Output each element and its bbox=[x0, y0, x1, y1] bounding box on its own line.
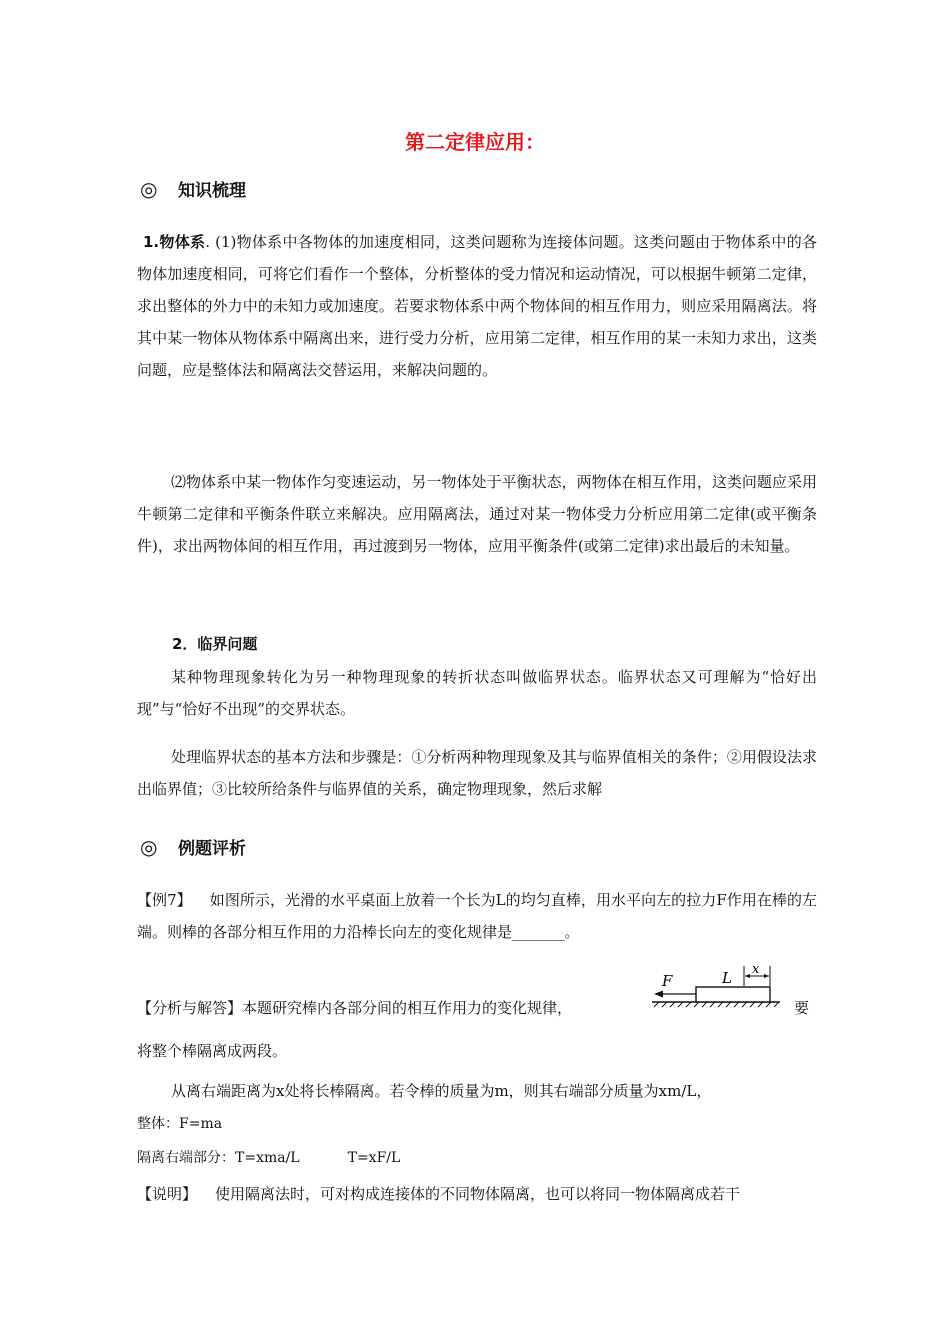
double-circle-icon: ◎ bbox=[140, 176, 158, 201]
note-text: 使用隔离法时，可对构成连接体的不同物体隔离，也可以将同一物体隔离成若干 bbox=[215, 1185, 741, 1203]
analysis-tail: 要 bbox=[794, 999, 810, 1017]
solution-whole: 整体：F=ma bbox=[137, 1116, 223, 1132]
paragraph-example bbox=[137, 884, 817, 948]
solution-line: 从离右端距离为x处将长棒隔离。若令棒的质量为m，则其右端部分质量为xm/L， bbox=[171, 1082, 712, 1100]
dimension-arrow-icon bbox=[745, 974, 750, 978]
analysis-line bbox=[137, 996, 572, 1020]
length-label: L bbox=[722, 969, 732, 987]
dimension-arrow-icon bbox=[764, 974, 769, 978]
section-knowledge bbox=[140, 176, 246, 201]
arrow-head-icon bbox=[654, 991, 663, 998]
paragraph-text: (1)物体系中各物体的加速度相同，这类问题称为连接体问题。这类问题由于物体系中的各物体加速度相同，可将它们看作一个整体，分析整体的受力情况和运动情况，可以根据牛顿第二定律，求出整体的外力中的未知力或加速度。若要求物体系中两个物体间的相互作用力，则应采用隔离法。将其中某一物体从物体系中隔离出来，进行受力分析，应用第二定律，相互作用的某一未知力求出，这类问题，应是整体法和隔离法交替运用，来解决问题的。 bbox=[137, 233, 817, 379]
section-heading: 知识梳理 bbox=[178, 181, 246, 201]
paragraph-item1-part2: ⑵物体系中某一物体作匀变速运动，另一物体处于平衡状态，两物体在相互作用，这类问题应采用牛顿第二定律和平衡条件联立来解决。应用隔离法，通过对某一物体受力分析应用第二定律(或平衡条件)，求出两物体间的相互作用，再过渡到另一物体，应用平衡条件(或第二定律)求出最后的未知量。 bbox=[137, 473, 817, 555]
double-circle-icon: ◎ bbox=[140, 834, 158, 859]
paragraph-item2-part2: 处理临界状态的基本方法和步骤是：①分析两种物理现象及其与临界值相关的条件；②用假设法求出临界值；③比较所给条件与临界值的关系，确定物理现象，然后求解 bbox=[137, 748, 817, 798]
paragraph-item1-part1: 1.物体系. (1)物体系中各物体的加速度相同，这类问题称为连接体问题。这类问题由于物体系中的各物体加速度相同，可将它们看作一个整体，分析整体的受力情况和运动情况，可以根据牛顿第二定律，求出整体的外力中的未知力或加速度。若要求物体系中两个物体间的相互作用力，则应采用隔离法。将其中某一物体从物体系中隔离出来，进行受力分析，应用第二定律，相互作用的某一未知力求出，这类问题，应是整体法和隔离法交替运用，来解决问题的。 bbox=[137, 233, 817, 379]
section-heading: 例题评析 bbox=[178, 839, 246, 859]
example-text: 如图所示，光滑的水平桌面上放着一个长为L的均匀直棒，用水平向左的拉力F作用在棒的左端。则棒的各部分相互作用的力沿棒长向左的变化规律是_______。 bbox=[137, 891, 818, 941]
ground-hatch bbox=[652, 1002, 780, 1007]
item-label: 2．临界问题 bbox=[172, 635, 258, 653]
analysis-label: 【分析与解答】 bbox=[137, 999, 243, 1017]
page-title: 第二定律应用： bbox=[405, 130, 545, 154]
item-label: 1.物体系 bbox=[143, 233, 206, 251]
x-label: x bbox=[752, 962, 760, 977]
rod-diagram bbox=[652, 962, 780, 1020]
section-examples bbox=[140, 834, 246, 859]
force-label: F bbox=[662, 972, 673, 990]
paragraph-item2-part1: 某种物理现象转化为另一种物理现象的转折状态叫做临界状态。临界状态又可理解为“恰好出现”与“恰好不出现”的交界状态。 bbox=[137, 668, 817, 718]
solution-isolate: 隔离右端部分：T=xma/L T=xF/L bbox=[137, 1150, 401, 1166]
analysis-line2: 将整个棒隔离成两段。 bbox=[137, 1042, 288, 1060]
note-line bbox=[137, 1182, 740, 1206]
example-label: 【例7】 bbox=[137, 891, 192, 909]
rod bbox=[696, 987, 770, 1002]
note-label: 【说明】 bbox=[137, 1185, 198, 1203]
analysis-text: 本题研究棒内各部分间的相互作用力的变化规律， bbox=[242, 999, 573, 1017]
